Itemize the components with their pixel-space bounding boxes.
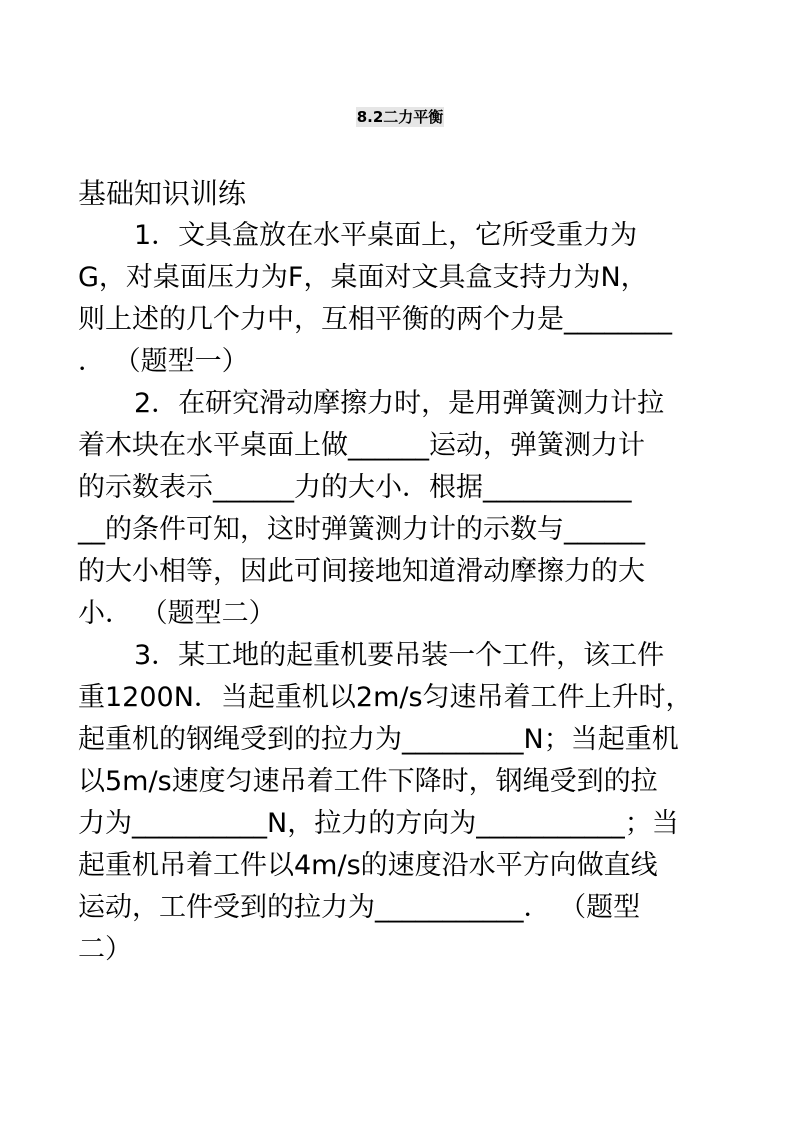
text-line: 2．在研究滑动摩擦力时，是用弹簧测力计拉	[134, 388, 665, 419]
text-line: 运动，工件受到的拉力为___________． （题型	[78, 892, 641, 923]
text-line: 的示数表示______力的大小．根据___________	[78, 472, 632, 503]
text-line: 1．文具盒放在水平桌面上，它所受重力为	[134, 220, 638, 251]
text-line: 则上述的几个力中，互相平衡的两个力是________	[78, 304, 672, 335]
text-line: ． （题型一）	[78, 346, 249, 377]
section-heading: 基础知识训练	[78, 177, 247, 210]
text-line: __的条件可知，这时弹簧测力计的示数与______	[78, 514, 645, 545]
text-line: 着木块在水平桌面上做______运动，弹簧测力计	[78, 430, 645, 461]
text-line: 起重机吊着工件以4m/s的速度沿水平方向做直线	[78, 850, 658, 881]
text-line: 力为__________N，拉力的方向为___________；当	[78, 808, 679, 839]
text-line: 起重机的钢绳受到的拉力为_________N；当起重机	[78, 724, 679, 755]
text-line: 二）	[78, 934, 132, 965]
text-line: 的大小相等，因此可间接地知道滑动摩擦力的大	[78, 556, 645, 587]
text-line: 重1200N．当起重机以2m/s匀速吊着工件上升时，	[78, 682, 693, 713]
text-line: 3．某工地的起重机要吊装一个工件，该工件	[134, 640, 665, 671]
text-line: 小． （题型二）	[78, 598, 276, 629]
text-line: 以5m/s速度匀速吊着工件下降时，钢绳受到的拉	[78, 766, 658, 797]
text-line: G，对桌面压力为F，桌面对文具盒支持力为N，	[78, 262, 648, 293]
page-title: 8.2二力平衡	[356, 108, 444, 126]
